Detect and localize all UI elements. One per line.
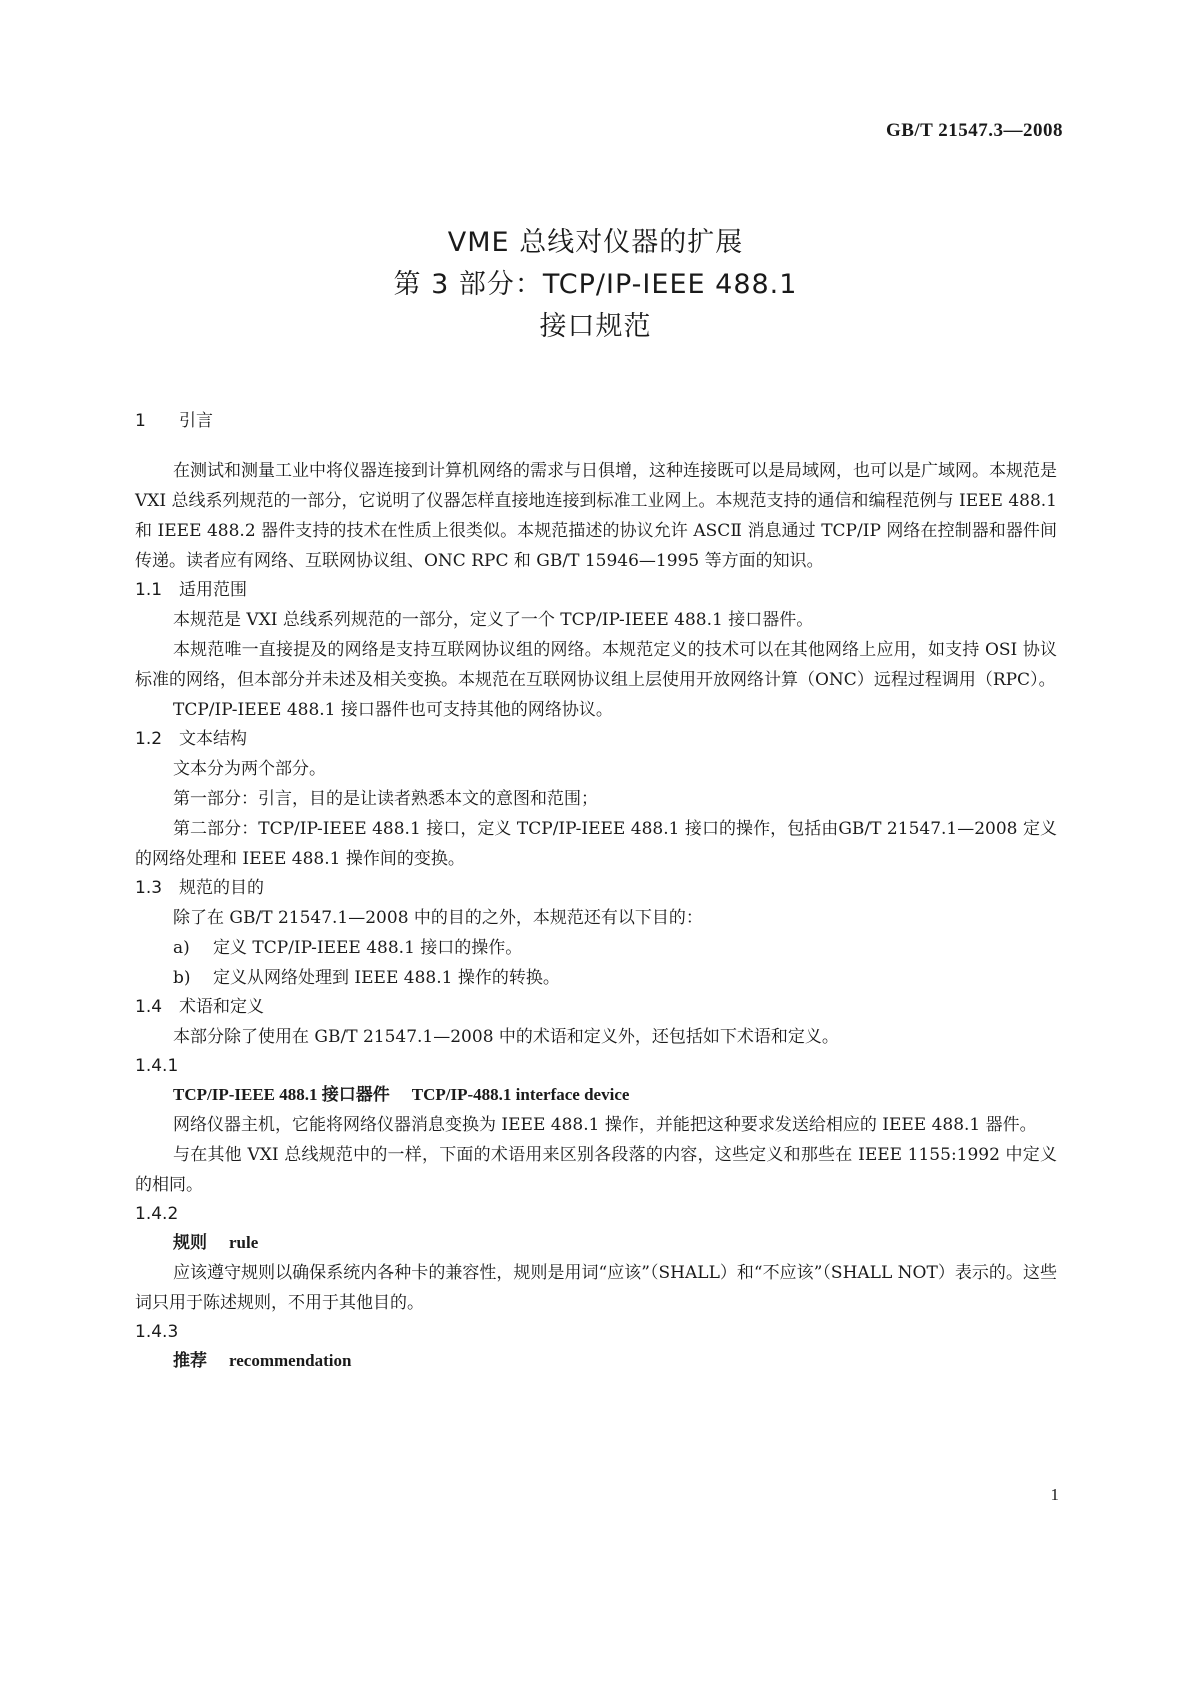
- list-item-text: 定义 TCP/IP-IEEE 488.1 接口的操作。: [213, 938, 523, 958]
- paragraph: 本规范是 VXI 总线系列规范的一部分，定义了一个 TCP/IP-IEEE 488.1 接口器件。: [173, 610, 814, 630]
- standard-code: GB/T 21547.3—2008: [885, 120, 1063, 141]
- term-english: TCP/IP-488.1 interface device: [411, 1085, 630, 1104]
- section-heading-1-2: [135, 728, 1057, 750]
- paragraph: 除了在 GB/T 21547.1—2008 中的目的之外，本规范还有以下目的：: [173, 908, 703, 928]
- list-item-label: b): [173, 968, 191, 988]
- section-title: 文本结构: [179, 729, 247, 749]
- subsection-number-1-4-1: 1.4.1: [135, 1056, 179, 1076]
- document-title: [0, 222, 1191, 348]
- paragraph: 应该遵守规则以确保系统内各种卡的兼容性，规则是用词“应该”（SHALL）和“不应该”（SHALL NOT）表示的。这些词只用于陈述规则，不用于其他目的。: [135, 1263, 1057, 1313]
- subsection-number-1-4-2: 1.4.2: [135, 1204, 179, 1224]
- paragraph: 本规范唯一直接提及的网络是支持互联网协议组的网络。本规范定义的技术可以在其他网络上应用，如支持 OSI 协议标准的网络，但本部分并未述及相关变换。本规范在互联网协议组上层使用开放网络计算（ONC）远程过程调用（RPC）。: [135, 640, 1057, 690]
- list-item: [135, 963, 1057, 993]
- title-line-1: VME 总线对仪器的扩展: [447, 227, 744, 258]
- list-item-text: 定义从网络处理到 IEEE 488.1 操作的转换。: [213, 968, 560, 988]
- section-title: 适用范围: [179, 580, 247, 600]
- subsection-number-1-4-3: 1.4.3: [135, 1322, 179, 1342]
- paragraph: 本部分除了使用在 GB/T 21547.1—2008 中的术语和定义外，还包括如下术语和定义。: [173, 1027, 839, 1047]
- section-number: 1.4: [135, 997, 163, 1017]
- section-heading-1-4: [135, 996, 1057, 1018]
- section-title: 术语和定义: [179, 997, 264, 1017]
- paragraph: 第一部分：引言，目的是让读者熟悉本文的意图和范围；: [173, 789, 598, 809]
- paragraph: 文本分为两个部分。: [173, 759, 326, 779]
- paragraph: TCP/IP-IEEE 488.1 接口器件也可支持其他的网络协议。: [173, 700, 613, 720]
- term-definition-title: [135, 1228, 1057, 1258]
- section-heading-1: [135, 410, 1057, 432]
- term-definition-title: [135, 1080, 1057, 1110]
- term-chinese: 推荐: [173, 1351, 207, 1370]
- title-line-3: 接口规范: [539, 311, 652, 342]
- term-english: recommendation: [229, 1351, 352, 1370]
- list-item: [135, 933, 1057, 963]
- section-number: 1: [135, 411, 146, 431]
- list-item-label: a): [173, 938, 190, 958]
- section-heading-1-3: [135, 877, 1057, 899]
- term-english: rule: [229, 1233, 259, 1252]
- term-chinese: TCP/IP-IEEE 488.1 接口器件: [173, 1085, 390, 1104]
- section-heading-1-1: [135, 579, 1057, 601]
- section-number: 1.2: [135, 729, 163, 749]
- term-definition-title: [135, 1346, 1057, 1376]
- paragraph: 网络仪器主机，它能将网络仪器消息变换为 IEEE 488.1 操作，并能把这种要求发送给相应的 IEEE 488.1 器件。: [173, 1115, 1037, 1135]
- page-number: 1: [1050, 1485, 1059, 1504]
- section-title: 引言: [179, 411, 213, 431]
- paragraph: 与在其他 VXI 总线规范中的一样，下面的术语用来区别各段落的内容，这些定义和那些在 IEEE 1155:1992 中定义的相同。: [135, 1145, 1057, 1195]
- term-chinese: 规则: [173, 1233, 207, 1252]
- title-line-2: 第 3 部分：TCP/IP-IEEE 488.1: [393, 269, 798, 300]
- section-number: 1.1: [135, 580, 163, 600]
- paragraph: 在测试和测量工业中将仪器连接到计算机网络的需求与日俱增，这种连接既可以是局域网，也可以是广域网。本规范是 VXI 总线系列规范的一部分，它说明了仪器怎样直接地连接到标准工业网上。本规范支持的通信和编程范例与 IEEE 488.1 和 IEEE 488.2 器件支持的技术在性质上很类似。本规范描述的协议允许 ASCⅡ 消息通过 TCP/IP 网络在控制器和器件间传递。读者应有网络、互联网协议组、ONC RPC 和 GB/T 15946—1995 等方面的知识。: [135, 461, 1057, 571]
- section-number: 1.3: [135, 878, 163, 898]
- paragraph: 第二部分：TCP/IP-IEEE 488.1 接口，定义 TCP/IP-IEEE 488.1 接口的操作，包括由GB/T 21547.1—2008 定义的网络处理和 IEEE 488.1 操作间的变换。: [135, 819, 1057, 869]
- section-title: 规范的目的: [179, 878, 264, 898]
- document-body: [135, 410, 1057, 1376]
